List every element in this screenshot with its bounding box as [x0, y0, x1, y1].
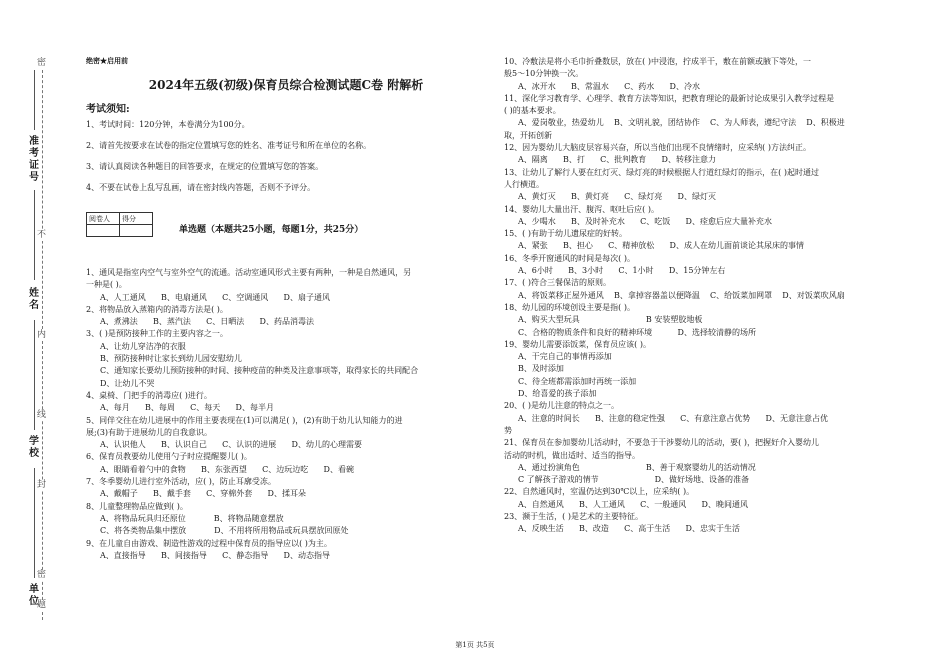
left-column: [86, 56, 486, 562]
fill-line: [34, 468, 35, 578]
question-text: 6、保育员教要幼儿使用勺子时应提醒婴儿( )。: [86, 452, 252, 462]
exam-number-label: 准考证号: [29, 136, 39, 183]
school-label: 学校: [29, 436, 39, 459]
answer-options: C、待全班都需添加时再统一添加: [518, 376, 637, 386]
question-text: 19、婴幼儿需要添饭菜，保育员应该( )。: [504, 339, 651, 349]
question-text: 17、( )符合三餐保洁的原则。: [504, 278, 611, 288]
answer-options: A、人工通风 B、电扇通风 C、空调通风 D、扇子通风: [100, 292, 330, 302]
grader-cell: 阅卷人: [87, 213, 120, 225]
question-text: 3、( )是预防接种工作的主要内容之一。: [86, 329, 228, 339]
answer-options: D、给喜爱的孩子添加: [518, 389, 597, 399]
question-text: 15、( )有助于幼儿遗尿症的好转。: [504, 229, 627, 239]
question-text: 活动的时机，做出适时、适当的指导。: [504, 450, 640, 460]
answer-options: A、黄灯灭 B、黄灯亮 C、绿灯亮 D、绿灯灭: [518, 192, 716, 202]
answer-options: A、购买大型玩具 B 安装塑胶地板: [518, 315, 703, 325]
question-text: 8、儿童整理物品应做到( )。: [86, 501, 188, 511]
score-cell: 得分: [120, 213, 153, 225]
answer-options: A、自然通风 B、人工通风 C、一般通风 D、晚间通风: [518, 499, 748, 509]
seal-word: 封: [37, 480, 47, 490]
notice-heading: 考试须知:: [86, 104, 130, 115]
question-text: 20、( )是幼儿注意的特点之一。: [504, 401, 619, 411]
question-text: 10、冷敷法是将小毛巾折叠数层，放在( )中浸泡，拧成半干，敷在前额或腋下等处，一: [504, 57, 811, 66]
answer-options: D、让幼儿不哭: [100, 378, 155, 388]
question-text: 势: [504, 425, 512, 435]
score-input-cell[interactable]: [120, 225, 153, 237]
answer-options: B、及时添加: [518, 364, 564, 374]
question-list-left: [86, 267, 486, 562]
question-text: 一种是( )。: [86, 280, 127, 290]
answer-options: A、将物品玩具归还原位 B、将物品随意摆放: [100, 513, 284, 523]
question-text: 18、幼儿园的环境创设主要是指( )。: [504, 302, 635, 312]
answer-options: A、直接指导 B、间接指导 C、静态指导 D、动态指导: [100, 550, 330, 560]
question-text: 12、因为婴幼儿大脑皮层容易兴奋，所以当他们出现不良情绪时，应采纳( )方法纠正。: [504, 143, 811, 153]
question-list-right: [504, 56, 944, 536]
answer-options: A、6小时 B、3小时 C、1小时 D、15分钟左右: [518, 266, 726, 276]
answer-options: A、眼睛看着勺中的食物 B、东张西望 C、边玩边吃 D、看碗: [100, 464, 354, 474]
question-text: 14、婴幼儿大量出汗、腹泻、呕吐后应( )。: [504, 204, 659, 214]
answer-options: A、煮沸法 B、蒸汽法 C、日晒法 D、药品消毒法: [100, 317, 314, 327]
question-text: 5、同伴交往在幼儿进展中的作用主要表现在(1)可以满足( )，(2)有助于幼儿认知能力的进: [86, 415, 403, 425]
name-label: 姓名: [29, 288, 39, 311]
answer-options: C、合格的物质条件和良好的精神环境 D、选择较清静的场所: [518, 327, 756, 337]
answer-options: A、认识他人 B、认识自己 C、认识的进展 D、幼儿的心理需要: [100, 440, 362, 450]
answer-options: C、将各类物品集中摆放 D、不用将所用物品或玩具摆放回原处: [100, 526, 349, 536]
page-number: 第1页 共5页: [455, 641, 495, 649]
answer-options: A、注意的时间长 B、注意的稳定性强 C、有意注意占优势 D、无意注意占优: [518, 413, 828, 423]
question-text: ( )的基本要求。: [504, 106, 561, 116]
question-text: 9、在儿童自由游戏、制造性游戏的过程中保育员的指导应以( )为主。: [86, 538, 332, 548]
answer-options: A、紧张 B、担心 C、精神放松 D、成人在幼儿面前谈论其尿床的事情: [518, 241, 804, 251]
answer-options: A、每月 B、每周 C、每天 D、每半月: [100, 403, 274, 413]
question-text: 16、冬季开窗通风的时间是每次( )。: [504, 253, 635, 263]
question-text: 22、自然通风时，室温仍达到30℃以上，应采纳( )。: [504, 487, 695, 497]
question-text: 展;(3)有助于进展幼儿的自我意识。: [86, 427, 213, 437]
seal-word: 密: [37, 58, 47, 68]
answer-options: C、通知家长要幼儿预防接种的时间、接种疫苗的种类及注意事项等，取得家长的共同配合: [100, 366, 419, 376]
fill-line: [34, 320, 35, 430]
question-text: 般5～10分钟换一次。: [504, 69, 584, 79]
question-text: 13、让幼儿了解行人要在红灯灭、绿灯亮的时候根据人行道红绿灯的指示，在( )起时通过: [504, 167, 819, 177]
fill-line: [34, 70, 35, 130]
notice-item: 4、不要在试卷上乱写乱画，请在密封线内答题，否则不予评分。: [86, 183, 316, 192]
seal-word: 题: [37, 600, 47, 610]
question-text: 7、冬季婴幼儿进行室外活动，应( )，防止耳廓受冻。: [86, 477, 276, 487]
right-column: [504, 56, 944, 536]
seal-word: 内: [37, 330, 47, 340]
notice-item: 3、请认真阅读各种题目的回答要求，在规定的位置填写您的答案。: [86, 162, 324, 171]
notice-item: 1、考试时间：120分钟，本卷满分为100分。: [86, 120, 250, 129]
answer-options: A、让幼儿穿洁净的衣服: [100, 341, 186, 351]
answer-options: A、反映生活 B、改造 C、高于生活 D、忠实于生活: [518, 524, 740, 534]
seal-word: 线: [37, 410, 47, 420]
binding-margin: [0, 0, 78, 671]
question-text: 2、将物品放入蒸箱内的消毒方法是( )。: [86, 304, 228, 314]
question-text: 21、保育员在参加婴幼儿活动时，不要急于干涉婴幼儿的活动，要( )，把握好介入婴幼儿: [504, 438, 819, 448]
secret-tag: 绝密★启用前: [86, 56, 128, 65]
answer-options: A、爱岗敬业，热爱幼儿 B、文明礼貌，团结协作 C、为人师表，遵纪守法 D、积极进: [518, 118, 845, 128]
section-heading: 单选题（本题共25小题，每题1分，共25分）: [179, 225, 364, 235]
answer-options: A、少喝水 B、及时补充水 C、吃饭 D、痊愈后应大量补充水: [518, 216, 772, 226]
notice-item: 2、请首先按要求在试卷的指定位置填写您的姓名、准考证号和所在单位的名称。: [86, 141, 372, 150]
question-text: 取，开拓创新: [504, 130, 552, 140]
fill-line: [34, 190, 35, 280]
answer-options: A、戴帽子 B、戴手套 C、穿棉外套 D、揉耳朵: [100, 489, 306, 499]
answer-options: A、干完自己的事情再添加: [518, 352, 612, 362]
answer-options: A、隔离 B、打 C、批判教育 D、转移注意力: [518, 155, 716, 165]
answer-options: A、冰开水 B、常温水 C、药水 D、冷水: [518, 81, 700, 91]
question-text: 11、深化学习教育学、心理学、教育方法等知识，把教育理论的最新讨论成果引入教学过程是: [504, 93, 835, 103]
answer-options: A、将饭菜移正屋外通风 B、拿掉容器盖以便降温 C、给饭菜加网罩 D、对饭菜吹风扇: [518, 290, 845, 300]
answer-options: C 了解孩子游戏的情节 D、做好场地、设备的准备: [518, 475, 750, 485]
grader-input-cell[interactable]: [87, 225, 120, 237]
question-text: 人行横道。: [504, 179, 544, 189]
question-text: 23、濒于生活，( )是艺术的主要特征。: [504, 511, 643, 521]
score-row: [86, 203, 486, 237]
seal-word: 不: [37, 230, 47, 240]
answer-options: B、预防接种时让家长到幼儿园安慰幼儿: [100, 354, 242, 364]
seal-word: 密: [37, 570, 47, 580]
page-title: 2024年五级(初级)保育员综合检测试题C卷 附解析: [148, 78, 424, 92]
unit-label: 单位: [29, 584, 39, 607]
answer-options: A、通过扮演角色 B、善于观察婴幼儿的活动情况: [518, 462, 756, 472]
question-text: 1、通风是指室内空气与室外空气的流通。活动室通风形式主要有两种，一种是自然通风，另: [86, 268, 412, 277]
question-text: 4、桌椅、门把手的消毒应( )进行。: [86, 390, 212, 400]
score-table: [86, 212, 153, 237]
